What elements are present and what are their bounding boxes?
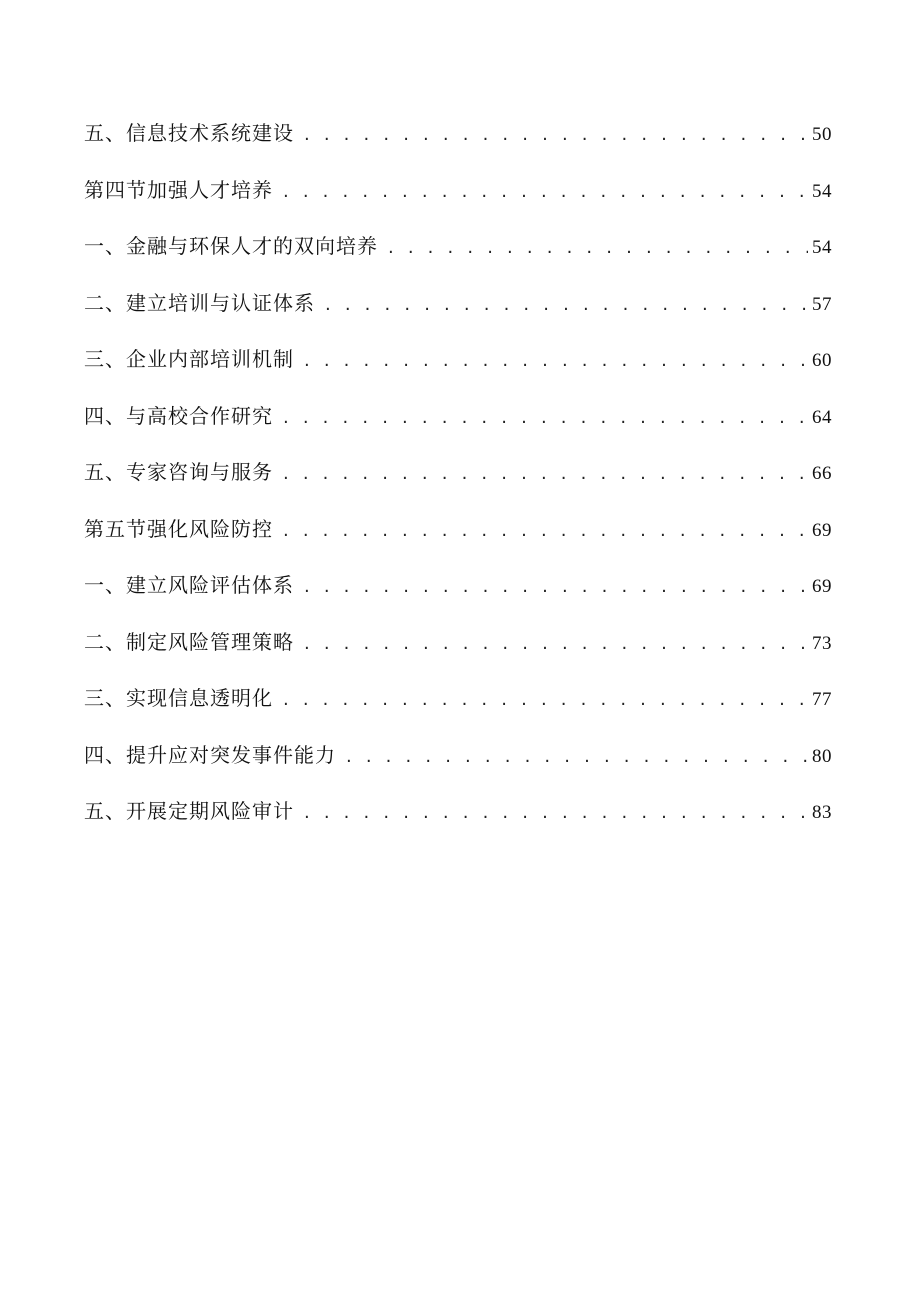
- toc-entry-title: 一、金融与环保人才的双向培养: [84, 234, 378, 258]
- toc-entry-title: 三、企业内部培训机制: [84, 347, 294, 371]
- toc-entry-page: 60: [812, 350, 832, 371]
- toc-entry[interactable]: [84, 512, 832, 569]
- toc-dot-leader: [283, 457, 808, 491]
- toc-entry[interactable]: [84, 286, 832, 343]
- toc-entry-title: 二、建立培训与认证体系: [84, 290, 315, 315]
- toc-entry-page: 64: [812, 406, 832, 428]
- toc-dot-leader: [304, 344, 808, 378]
- toc-entry-page: 50: [812, 124, 832, 145]
- toc-entry-page: 69: [812, 576, 832, 597]
- toc-dot-leader: [304, 627, 808, 661]
- toc-entry-title: 四、与高校合作研究: [84, 403, 273, 428]
- toc-entry-page: 57: [812, 293, 832, 315]
- toc-dot-leader: [283, 175, 808, 209]
- toc-entry[interactable]: [84, 681, 832, 738]
- toc-entry-page: 83: [812, 802, 832, 823]
- toc-entry[interactable]: [84, 399, 832, 456]
- toc-entry[interactable]: [84, 116, 832, 173]
- toc-entry[interactable]: [84, 229, 832, 286]
- toc-entry-page: 77: [812, 689, 832, 710]
- table-of-contents: [84, 116, 832, 851]
- toc-dot-leader: [304, 118, 808, 152]
- toc-entry[interactable]: [84, 794, 832, 851]
- toc-entry-page: 54: [812, 180, 832, 202]
- toc-dot-leader: [388, 231, 808, 265]
- toc-entry-title: 第四节加强人才培养: [84, 177, 273, 202]
- toc-dot-leader: [346, 740, 808, 774]
- toc-entry-title: 一、建立风险评估体系: [84, 573, 294, 597]
- toc-entry-page: 69: [812, 519, 832, 541]
- toc-entry[interactable]: [84, 625, 832, 682]
- toc-dot-leader: [283, 683, 808, 717]
- toc-entry-page: 54: [812, 237, 832, 258]
- toc-entry[interactable]: [84, 568, 832, 625]
- toc-entry-title: 第五节强化风险防控: [84, 516, 273, 541]
- toc-entry-title: 二、制定风险管理策略: [84, 629, 294, 654]
- toc-entry-page: 80: [812, 745, 832, 767]
- toc-entry-title: 五、开展定期风险审计: [84, 799, 294, 823]
- toc-entry[interactable]: [84, 738, 832, 795]
- toc-dot-leader: [325, 288, 808, 322]
- toc-dot-leader: [283, 401, 808, 435]
- toc-dot-leader: [283, 514, 808, 548]
- toc-dot-leader: [304, 570, 808, 604]
- toc-entry-title: 五、专家咨询与服务: [84, 460, 273, 484]
- toc-entry-title: 四、提升应对突发事件能力: [84, 742, 336, 767]
- toc-entry-title: 三、实现信息透明化: [84, 686, 273, 710]
- toc-entry-title: 五、信息技术系统建设: [84, 121, 294, 145]
- toc-entry[interactable]: [84, 455, 832, 512]
- toc-dot-leader: [304, 796, 808, 830]
- toc-entry-page: 66: [812, 463, 832, 484]
- toc-entry[interactable]: [84, 342, 832, 399]
- toc-entry[interactable]: [84, 173, 832, 230]
- toc-entry-page: 73: [812, 632, 832, 654]
